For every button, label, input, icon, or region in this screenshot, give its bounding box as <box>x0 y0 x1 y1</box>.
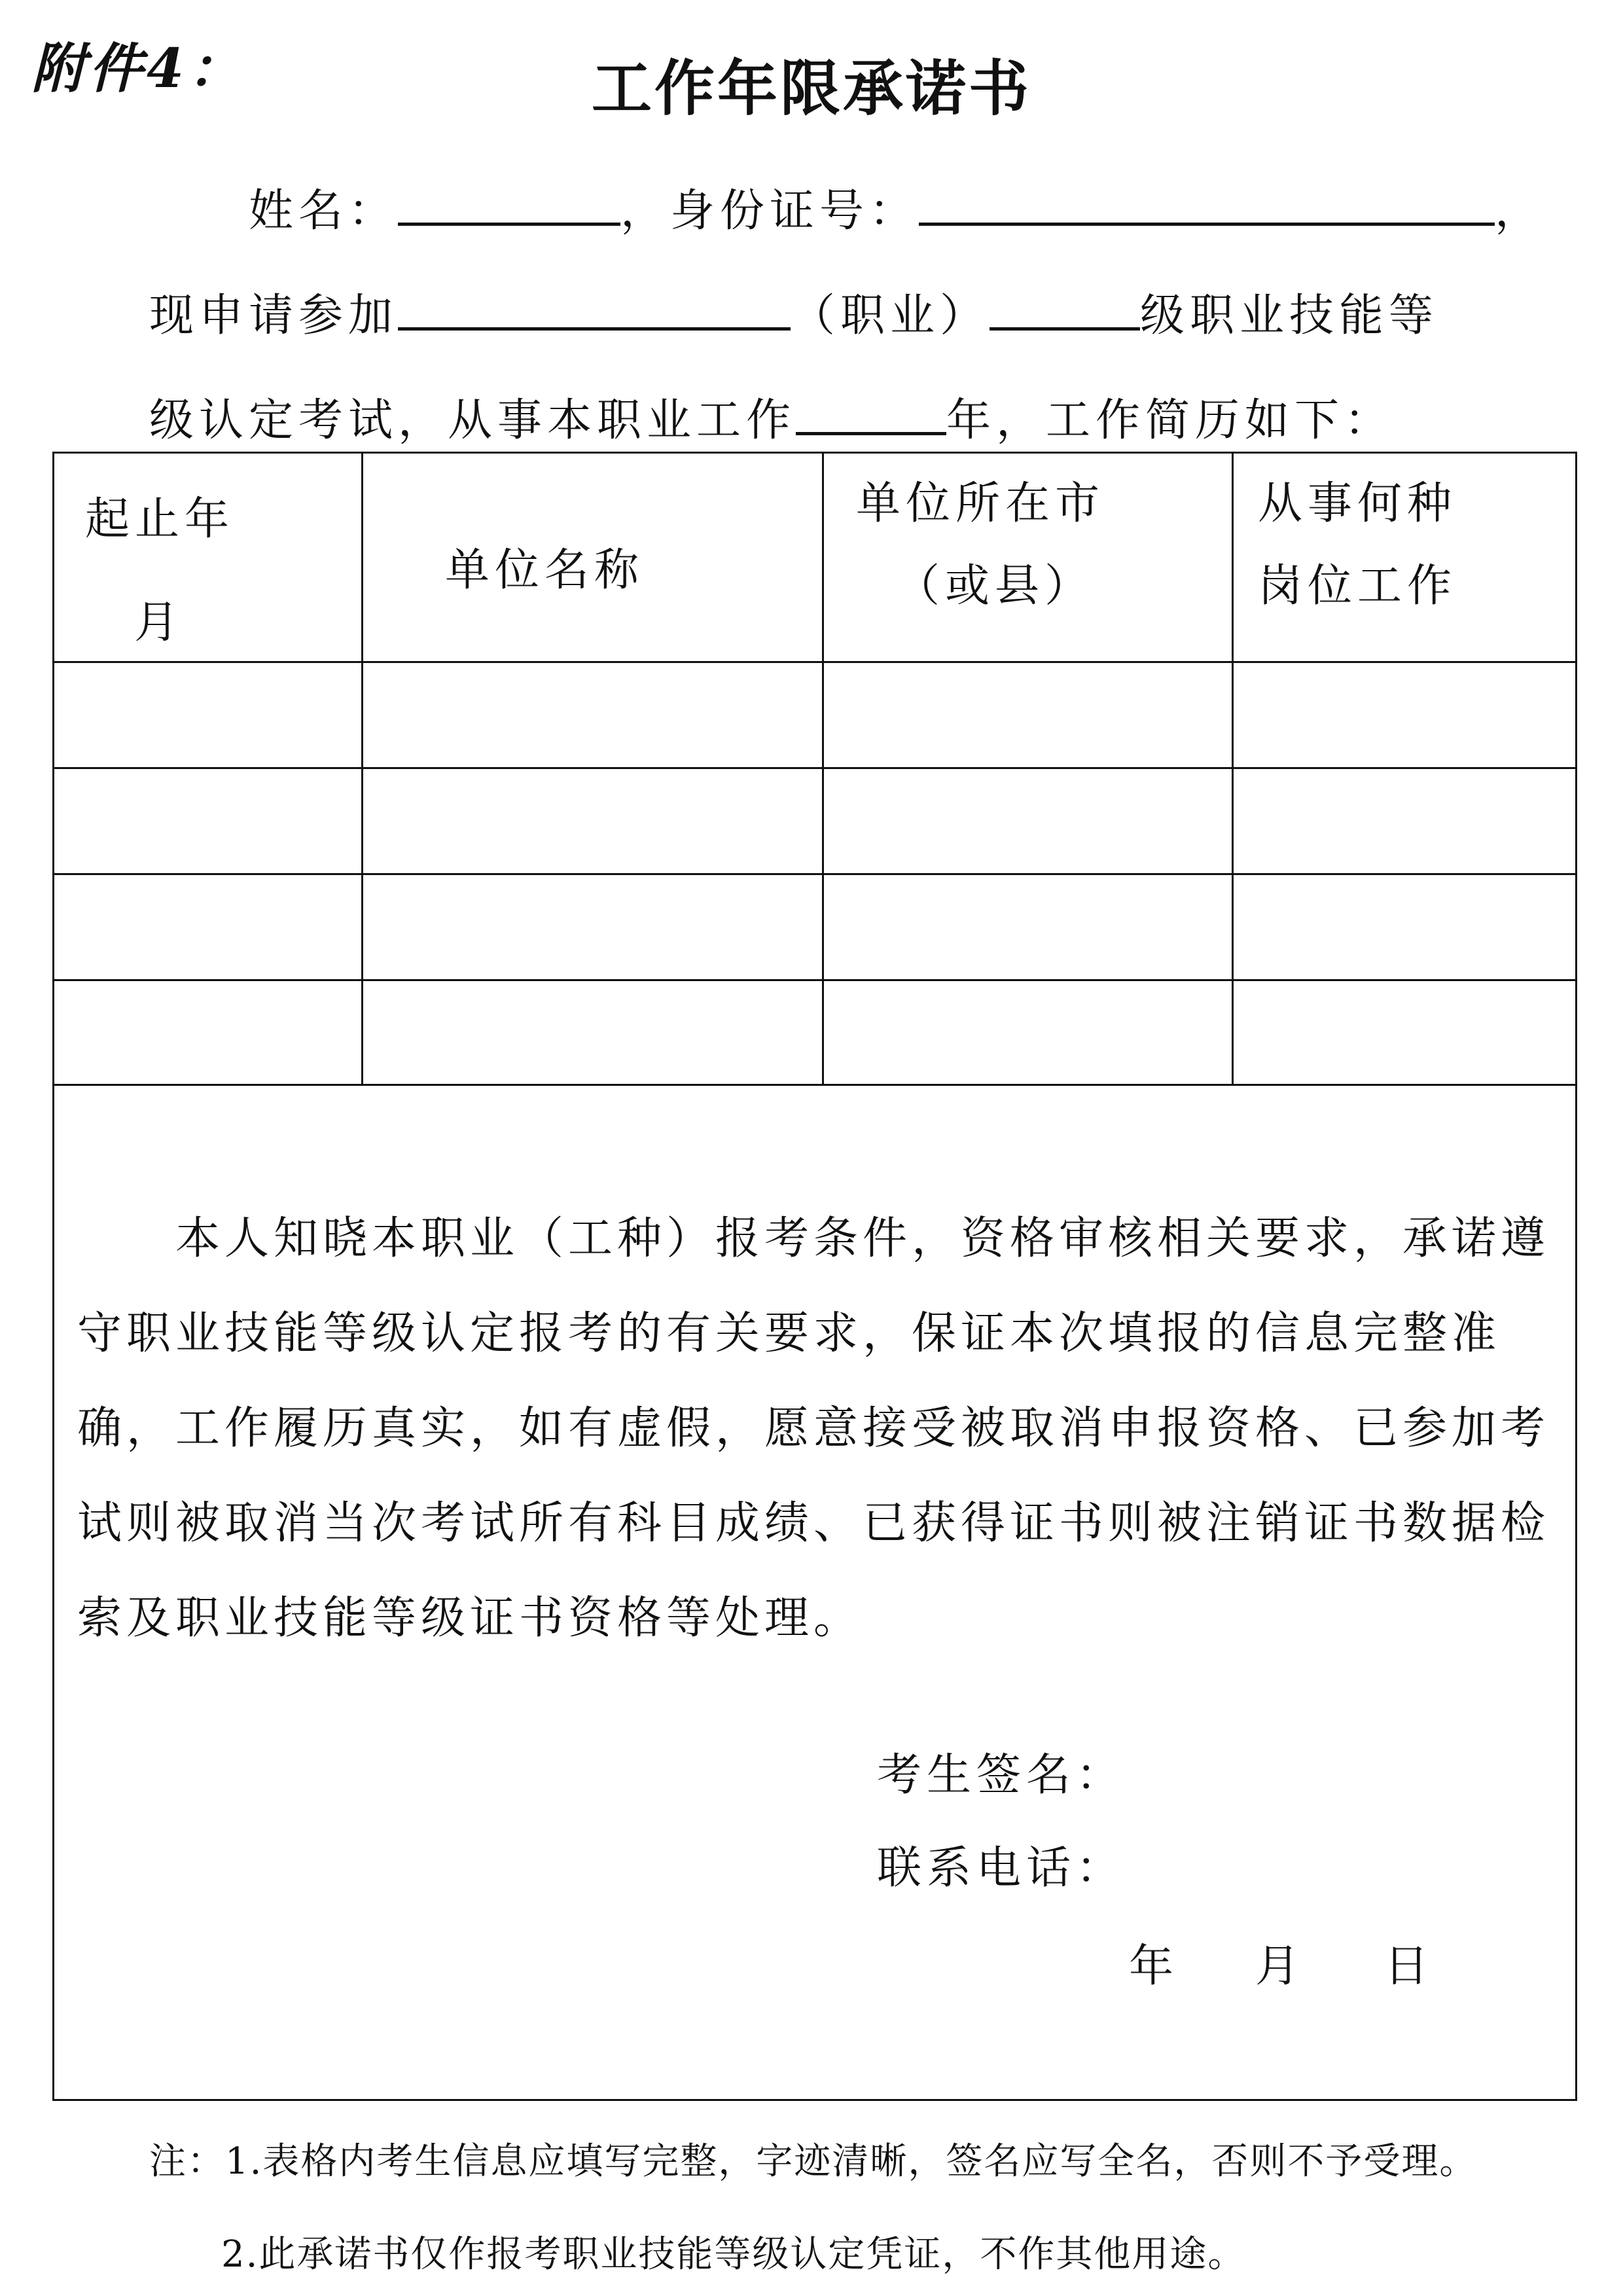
table-cell-r1-c1[interactable] <box>54 663 361 767</box>
id-number-blank[interactable] <box>919 183 1495 226</box>
commitment-statement <box>77 1191 1576 1666</box>
date-day-label: 日 <box>1384 1941 1435 1992</box>
table-cell-r1-c4[interactable] <box>1234 663 1575 767</box>
table-cell-r2-c4[interactable] <box>1234 769 1575 873</box>
years-suffix: 年，工作简历如下： <box>946 395 1395 446</box>
attachment-label: 附件4： <box>31 37 246 100</box>
note-2: 2.此承诺书仅作报考职业技能等级认定凭证，不作其他用途。 <box>221 2233 1246 2276</box>
table-cell-r4-c3[interactable] <box>824 981 1232 1084</box>
table-cell-r3-c1[interactable] <box>54 875 361 979</box>
exam-text: 级认定考试，从事本职业工作 <box>149 395 796 446</box>
table-cell-r3-c4[interactable] <box>1234 875 1575 979</box>
date-year-label: 年 <box>1129 1941 1179 1992</box>
table-cell-r4-c4[interactable] <box>1234 981 1575 1084</box>
occupation-label: （职业） <box>791 290 990 342</box>
commitment-text: 本人知晓本职业（工种）报考条件，资格审核相关要求，承诺遵守职业技能等级认定报考的有关要求，保证本次填报的信息完整准确，工作履历真实，如有虚假，愿意接受被取消申报资格、已参加考试则被取消当次考试所有科目成绩、已获得证书则被注销证书数据检索及职业技能等级证书资格等处理。 <box>77 1213 1550 1644</box>
table-cell-r1-c3[interactable] <box>824 663 1232 767</box>
table-cell-r3-c3[interactable] <box>824 875 1232 979</box>
sign-label: 考生签名： <box>877 1749 1126 1801</box>
line1-end: ， <box>1495 185 1545 237</box>
name-label: 姓名： <box>249 185 399 237</box>
table-cell-r2-c3[interactable] <box>824 769 1232 873</box>
header-employer: 单位名称 <box>445 545 645 596</box>
apply-prefix: 现申请参加 <box>149 290 399 342</box>
note-1: 注：1.表格内考生信息应填写完整，字迹清晰，签名应写全名，否则不予受理。 <box>149 2140 1478 2183</box>
table-cell-r2-c1[interactable] <box>54 769 361 873</box>
info-line-2 <box>149 280 1438 344</box>
header-location-line2: （或县） <box>895 560 1095 612</box>
signature-field[interactable] <box>1113 1734 1505 1793</box>
phone-field[interactable] <box>1113 1827 1505 1886</box>
id-label: ，身份证号： <box>620 185 919 237</box>
years-blank[interactable] <box>796 393 946 435</box>
name-blank[interactable] <box>398 183 620 226</box>
header-location-line1: 单位所在市 <box>856 478 1105 529</box>
page-title: 工作年限承诺书 <box>591 54 1031 124</box>
table-cell-r2-c2[interactable] <box>363 769 822 873</box>
header-position-line1: 从事何种 <box>1258 478 1457 529</box>
table-cell-r3-c2[interactable] <box>363 875 822 979</box>
phone-label: 联系电话： <box>877 1842 1126 1894</box>
occupation-blank[interactable] <box>398 288 791 331</box>
date-month-label: 月 <box>1255 1941 1306 1992</box>
table-bottom-divider <box>52 1084 1577 1086</box>
table-cell-r1-c2[interactable] <box>363 663 822 767</box>
table-cell-r4-c1[interactable] <box>54 981 361 1084</box>
info-line-1 <box>249 175 1544 239</box>
header-period-line1: 起止年 <box>85 493 235 545</box>
header-position-line2: 岗位工作 <box>1258 560 1457 612</box>
level-suffix: 级职业技能等 <box>1140 290 1439 342</box>
table-cell-r4-c2[interactable] <box>363 981 822 1084</box>
header-period-line2: 月 <box>134 597 185 649</box>
info-line-3 <box>149 385 1394 448</box>
level-blank[interactable] <box>990 288 1140 331</box>
